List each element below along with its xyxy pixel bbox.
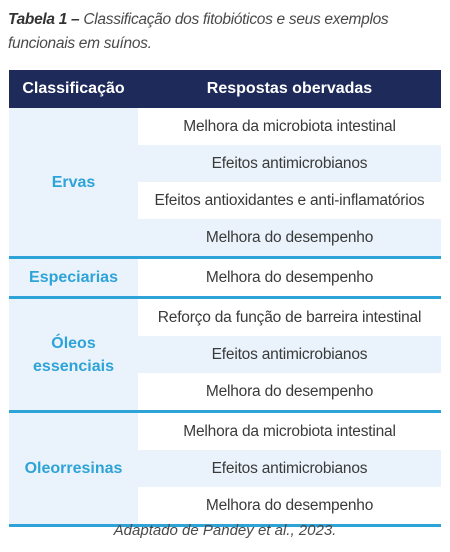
responses-cell — [138, 299, 441, 410]
classification-cell — [9, 413, 138, 524]
table-group — [9, 299, 441, 413]
table-header — [9, 70, 441, 108]
classification-label: Especiarias — [29, 269, 118, 286]
response-row: Melhora da microbiota intestinal — [138, 108, 441, 145]
response-row: Reforço da função de barreira intestinal — [138, 299, 441, 336]
response-row: Efeitos antimicrobianos — [138, 450, 441, 487]
header-responses: Respostas obervadas — [206, 80, 373, 97]
response-row: Melhora do desempenho — [138, 219, 441, 256]
table-group — [9, 413, 441, 527]
header-classification: Classificação — [22, 80, 125, 97]
caption-label: Tabela 1 – — [8, 11, 80, 28]
table-group — [9, 108, 441, 259]
classification-label: Óleos essenciais — [33, 334, 114, 375]
source-note: Adaptado de Pandey et al., 2023. — [113, 522, 337, 539]
response-row: Efeitos antimicrobianos — [138, 145, 441, 182]
classification-label: Oleorresinas — [24, 460, 123, 477]
classification-cell — [9, 108, 138, 256]
responses-cell — [138, 413, 441, 524]
classification-cell — [9, 259, 138, 296]
responses-cell — [138, 108, 441, 256]
table-group — [9, 259, 441, 299]
response-row: Melhora do desempenho — [138, 259, 441, 296]
response-row: Melhora do desempenho — [138, 373, 441, 410]
table-body — [9, 108, 441, 527]
response-row: Efeitos antimicrobianos — [138, 336, 441, 373]
phytobiotics-table — [9, 70, 441, 527]
response-row: Melhora da microbiota intestinal — [138, 413, 441, 450]
responses-cell — [138, 259, 441, 296]
classification-label: Ervas — [51, 173, 96, 191]
response-row: Efeitos antioxidantes e anti-inflamatórios — [138, 182, 441, 219]
classification-cell — [9, 299, 138, 410]
response-row: Melhora do desempenho — [138, 487, 441, 524]
table-caption — [8, 8, 442, 56]
caption-text: Classificação dos fitobióticos e seus exemplos funcionais em suínos. — [8, 11, 389, 52]
